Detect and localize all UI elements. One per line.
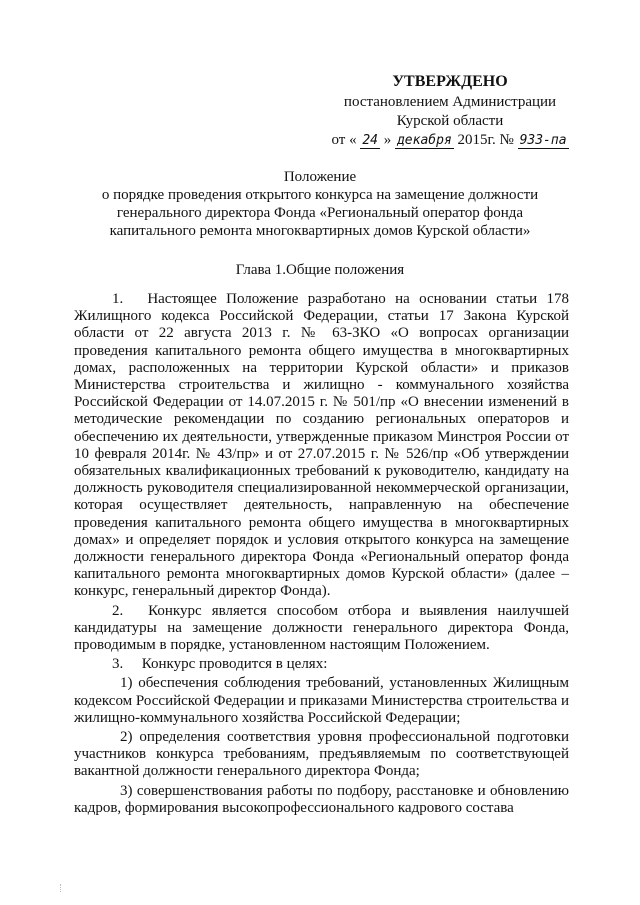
chapter-heading: Глава 1.Общие положения [235, 262, 405, 278]
paragraph-3-number: 3. [112, 656, 124, 673]
paragraph-2 [74, 603, 569, 655]
subitem-2: 2) определения соответствия уровня профессиональной подготовки участников конкурса требованиям, предъявляемым по соответствующей вакантной должности генерального директора Фонда; [74, 729, 569, 780]
approval-line-2: Курской области [396, 113, 504, 129]
title-line-1: о порядке проведения открытого конкурса на замещение должности [101, 187, 539, 203]
paragraph-2-text: Конкурс является способом отбора и выявления наилучшей кандидатуры на замещение должности генерального директора Фонда, проводимым в порядке, установленном настоящим Положением. [74, 602, 570, 654]
paragraph-1-number: 1. [112, 291, 124, 307]
title-line-2: генерального директора Фонда «Региональный оператор фонда [116, 205, 524, 221]
document-number: 933-па [519, 133, 567, 148]
paragraph-3-text: Конкурс проводится в целях: [141, 656, 328, 673]
date-day: 24 [362, 133, 378, 148]
paragraph-1 [74, 291, 569, 601]
approval-dateline [300, 131, 600, 150]
subitem-1: 1) обеспечения соблюдения требований, установленных Жилищным кодексом Российской Федерации и приказами Министерства строительства и жилищно-коммунального хозяйства Российской Федерации; [74, 675, 569, 726]
approval-line-1: постановлением Администрации [343, 94, 557, 110]
paragraph-3 [74, 656, 569, 673]
date-prefix: от « [331, 132, 357, 148]
approval-stamp [300, 72, 600, 150]
paragraph-1-text: Настоящее Положение разработано на основании статьи 178 Жилищного кодекса Российской Федерации, статьи 17 Закона Курской области от 22 августа 2013 г. № 63-ЗКО «О вопросах организации проведения капитального ремонта общего имущества в многоквартирных домах, расположенных на территории Курской области» и приказов Министерства строительства и жилищно - коммунального хозяйства Российской Федерации от 14.07.2015 г. № 501/пр «О внесении изменений в методические рекомендации по созданию региональных операторов и обеспечению их деятельности, утвержденные приказом Минстроя России от 10 февраля 2014г. № 43/пр» и от 27.07.2015 г. № 526/пр «Об утверждении обязательных квалификационных требований к руководителю, кандидату на должность руководителя специализированной некоммерческой организации, которая осуществляет деятельность, направленную на обеспечение проведения капитального ремонта общего имущества в многоквартирных домах» и определяет порядок и условия открытого конкурса на замещение должности генерального директора Фонда «Региональный оператор фонда капитального ремонта многоквартирных домов Курской области» (далее – конкурс, генеральный директор Фонда). [74, 291, 569, 600]
title-line-3: капитального ремонта многоквартирных домов Курской области» [109, 223, 531, 239]
approval-heading: УТВЕРЖДЕНО [392, 73, 508, 90]
number-label: № [499, 132, 514, 148]
document-body [74, 291, 569, 817]
subitem-3: 3) совершенствования работы по подбору, расстановке и обновлению кадров, формирования высокопрофессионального кадрового состава [74, 782, 569, 816]
date-month: декабря [396, 133, 452, 148]
date-year: 2015г. [457, 132, 496, 148]
title-heading: Положение [283, 169, 357, 185]
document-title [90, 168, 550, 240]
date-mid: » [383, 132, 392, 148]
paragraph-2-number: 2. [112, 602, 124, 619]
scan-margin-mark [60, 884, 75, 892]
